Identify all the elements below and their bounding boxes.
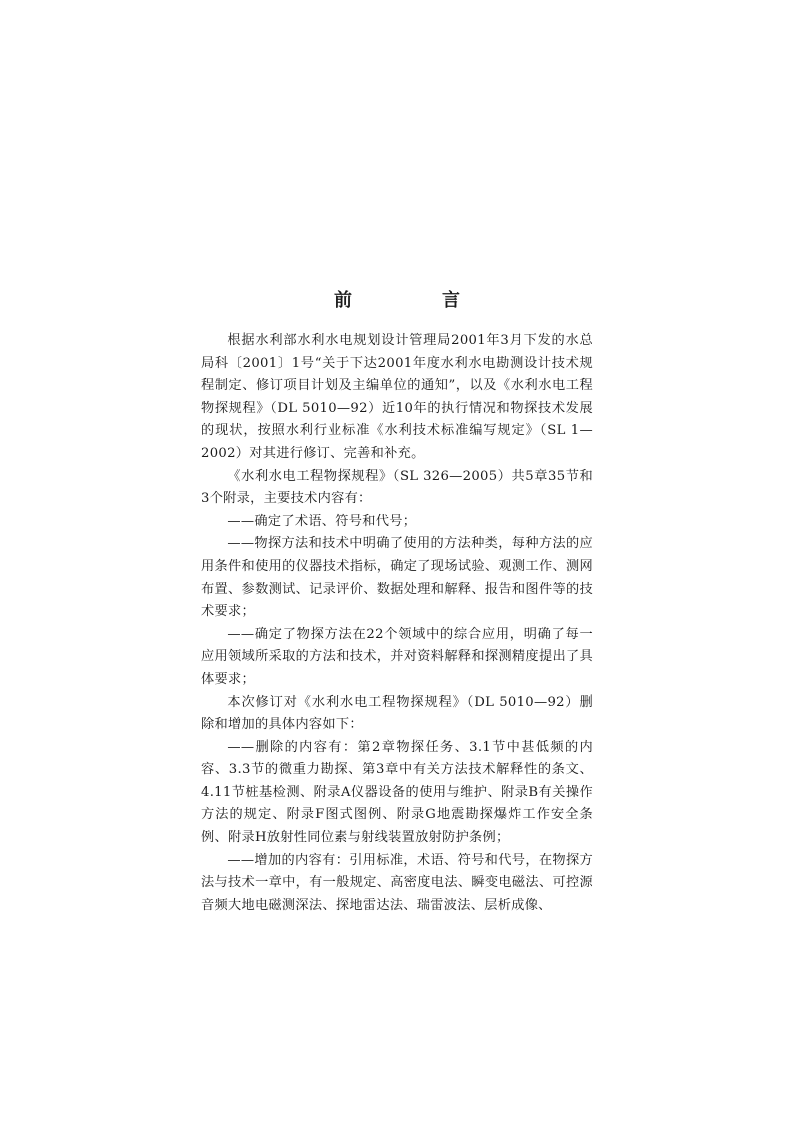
paragraph-revision: 本次修订对《水利水电工程物探规程》（DL 5010—92）删除和增加的具体内容如下： [201, 694, 593, 733]
paragraph-item-added: ——增加的内容有：引用标准，术语、符号和代号，在物探方法与技术一章中，有一般规定、高密度电法、瞬变电磁法、可控源音频大地电磁测深法、探地雷达法、瑞雷波法、层析成像、 [201, 852, 593, 913]
paragraph-item-deleted: ——删除的内容有：第2章物探任务、3.1节中甚低频的内容、3.3节的微重力勘探、第3章中有关方法技术解释性的条文、4.11节桩基检测、附录A仪器设备的使用与维护、附录B有关操作方法的规定、附录F图式图例、附录G地震勘探爆炸工作安全条例、附录H放射性同位素与射线装置放射防护条例； [201, 739, 593, 846]
paragraph-intro: 根据水利部水利水电规划设计管理局2001年3月下发的水总局科〔2001〕1号“关于下达2001年度水利水电勘测设计技术规程制定、修订项目计划及主编单位的通知”，以及《水利水电工程物探规程》（DL 5010—92）近10年的执行情况和物探技术发展的现状，按照水利行业标准《水利技术标准编写规定》（SL 1—2002）对其进行修订、完善和补充。 [201, 333, 593, 461]
paragraph-item-methods: ——物探方法和技术中明确了使用的方法种类，每种方法的应用条件和使用的仪器技术指标，确定了现场试验、观测工作、测网布置、参数测试、记录评价、数据处理和解释、报告和图件等的技术要求； [201, 536, 593, 620]
body-text [201, 330, 593, 917]
paragraph-item-applications: ——确定了物探方法在22个领域中的综合应用，明确了每一应用领域所采取的方法和技术，并对资料解释和探测精度提出了具体要求； [201, 626, 593, 687]
page-title: 前 言 [334, 290, 496, 312]
paragraph-summary: 《水利水电工程物探规程》（SL 326—2005）共5章35节和3个附录，主要技术内容有： [201, 468, 593, 507]
paragraph-item-terms: ——确定了术语、符号和代号； [227, 513, 417, 529]
